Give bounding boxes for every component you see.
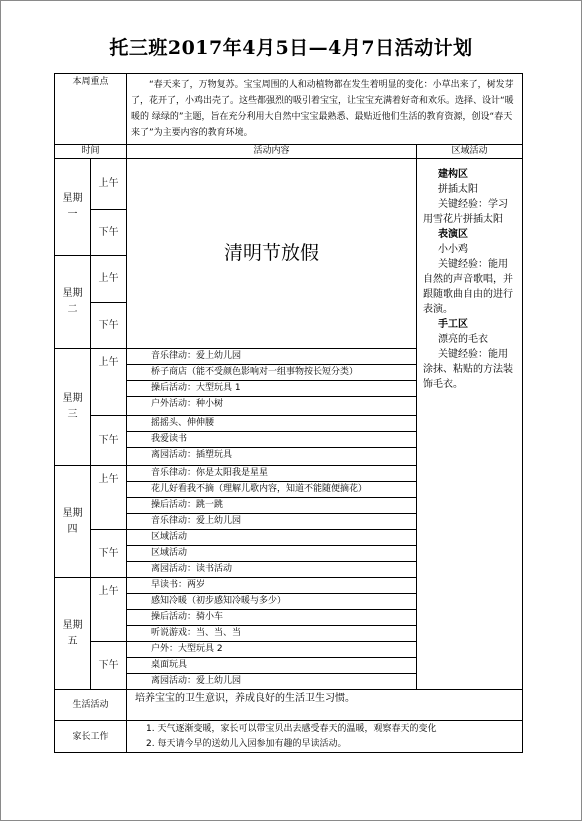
activity-item: 离园活动：插塑玩具 [127, 448, 416, 464]
tuesday-am: 上午 [91, 256, 127, 303]
area-heading: 手工区 [438, 319, 468, 330]
thursday-pm: 下午 [91, 530, 127, 578]
day-monday: 星期一 [55, 159, 91, 256]
activity-item: 听说游戏：当、当、当 [127, 626, 416, 642]
thursday-am: 上午 [91, 466, 127, 530]
activity-item: 操后活动：大型玩具 1 [127, 381, 416, 397]
area-text: 关键经验：能用涂抹、粘贴的方法装饰毛衣。 [423, 349, 513, 390]
activity-item: 户外：大型玩具 2 [151, 644, 223, 654]
wednesday-am: 上午 [91, 349, 127, 416]
home-items [127, 721, 523, 753]
activity-item: 音乐律动：爱上幼儿园 [151, 351, 242, 361]
life-text: 培养宝宝的卫生意识，养成良好的生活卫生习惯。 [127, 690, 523, 721]
activity-item: 户外活动：种小树 [127, 397, 416, 413]
wednesday-pm-list [127, 416, 416, 463]
header-time: 时间 [55, 145, 127, 159]
home-item: 2. 每天请今早的送幼儿入园参加有趣的早读活动。 [146, 739, 347, 749]
focus-text: “春天来了，万物复苏。宝宝周围的人和动植物都在发生着明显的变化：小草出来了，树发芽了，花开了，小鸡出壳了。这些都强烈的吸引着宝宝，让宝宝充满着好奇和欢乐。选择、设计“暖暖的 绿绿的”主题，旨在充分利用大自然中宝宝最熟悉、最贴近他们生活的教育资源，创设“春天来了”为主要内容的教育环境。 [127, 74, 523, 145]
activity-item: 区域活动 [151, 532, 188, 542]
home-item: 1. 天气逐渐变暖，家长可以带宝贝出去感受春天的温暖，观察春天的变化 [146, 724, 437, 734]
friday-pm: 下午 [91, 642, 127, 690]
tuesday-pm: 下午 [91, 303, 127, 349]
area-heading: 表演区 [438, 229, 468, 240]
area-text: 漂亮的毛衣 [438, 334, 488, 345]
activity-item: 桌面玩具 [127, 658, 416, 674]
activity-item: 离园活动：爱上幼儿园 [127, 674, 416, 690]
activity-item: 操后活动：骑小车 [127, 610, 416, 626]
day-tuesday: 星期二 [55, 256, 91, 349]
activity-item: 花儿好看我不摘（理解儿歌内容，知道不能随便摘花） [127, 482, 416, 498]
activity-item: 操后活动：跳一跳 [127, 498, 416, 514]
area-heading: 建构区 [438, 169, 468, 180]
monday-am: 上午 [91, 159, 127, 210]
activity-item: 我爱读书 [127, 432, 416, 448]
thursday-pm-list [127, 530, 416, 577]
day-thursday: 星期四 [55, 466, 91, 578]
area-text: 关键经验：能用自然的声音歌唱，并跟随歌曲自由的进行表演。 [423, 259, 513, 315]
day-friday: 星期五 [55, 578, 91, 690]
activity-item: 区域活动 [127, 546, 416, 562]
area-text: 拼插太阳 [438, 184, 478, 195]
activity-item: 早读书：两岁 [151, 580, 206, 590]
holiday-notice: 清明节放假 [127, 159, 417, 349]
day-wednesday: 星期三 [55, 349, 91, 466]
activity-item: 桥子商店（能不受颜色影响对一组事物按长短分类） [127, 365, 416, 381]
activity-item: 摇摇头、伸伸腰 [151, 418, 215, 428]
schedule-table [54, 73, 523, 753]
activity-item: 离园活动：读书活动 [127, 562, 416, 578]
activity-item: 音乐律动：爱上幼儿园 [127, 514, 416, 530]
header-area: 区域活动 [417, 145, 523, 159]
page-title: 托三班2017年4月5日—4月7日活动计划 [109, 37, 473, 59]
life-label: 生活活动 [55, 690, 127, 721]
focus-label: 本周重点 [55, 74, 127, 145]
wednesday-pm: 下午 [91, 416, 127, 466]
friday-am-list [127, 578, 416, 641]
area-text: 小小鸡 [438, 244, 468, 255]
friday-pm-list [127, 642, 416, 689]
monday-pm: 下午 [91, 210, 127, 256]
home-label: 家长工作 [55, 721, 127, 753]
wednesday-am-list [127, 349, 416, 412]
friday-am: 上午 [91, 578, 127, 642]
area-text: 关键经验：学习用雪花片拼插太阳 [423, 199, 508, 225]
activity-item: 感知冷暖（初步感知冷暖与多少） [127, 594, 416, 610]
area-activities [417, 159, 523, 690]
activity-item: 音乐律动：你是太阳我是星星 [151, 468, 269, 478]
header-content: 活动内容 [127, 145, 417, 159]
thursday-am-list [127, 466, 416, 529]
